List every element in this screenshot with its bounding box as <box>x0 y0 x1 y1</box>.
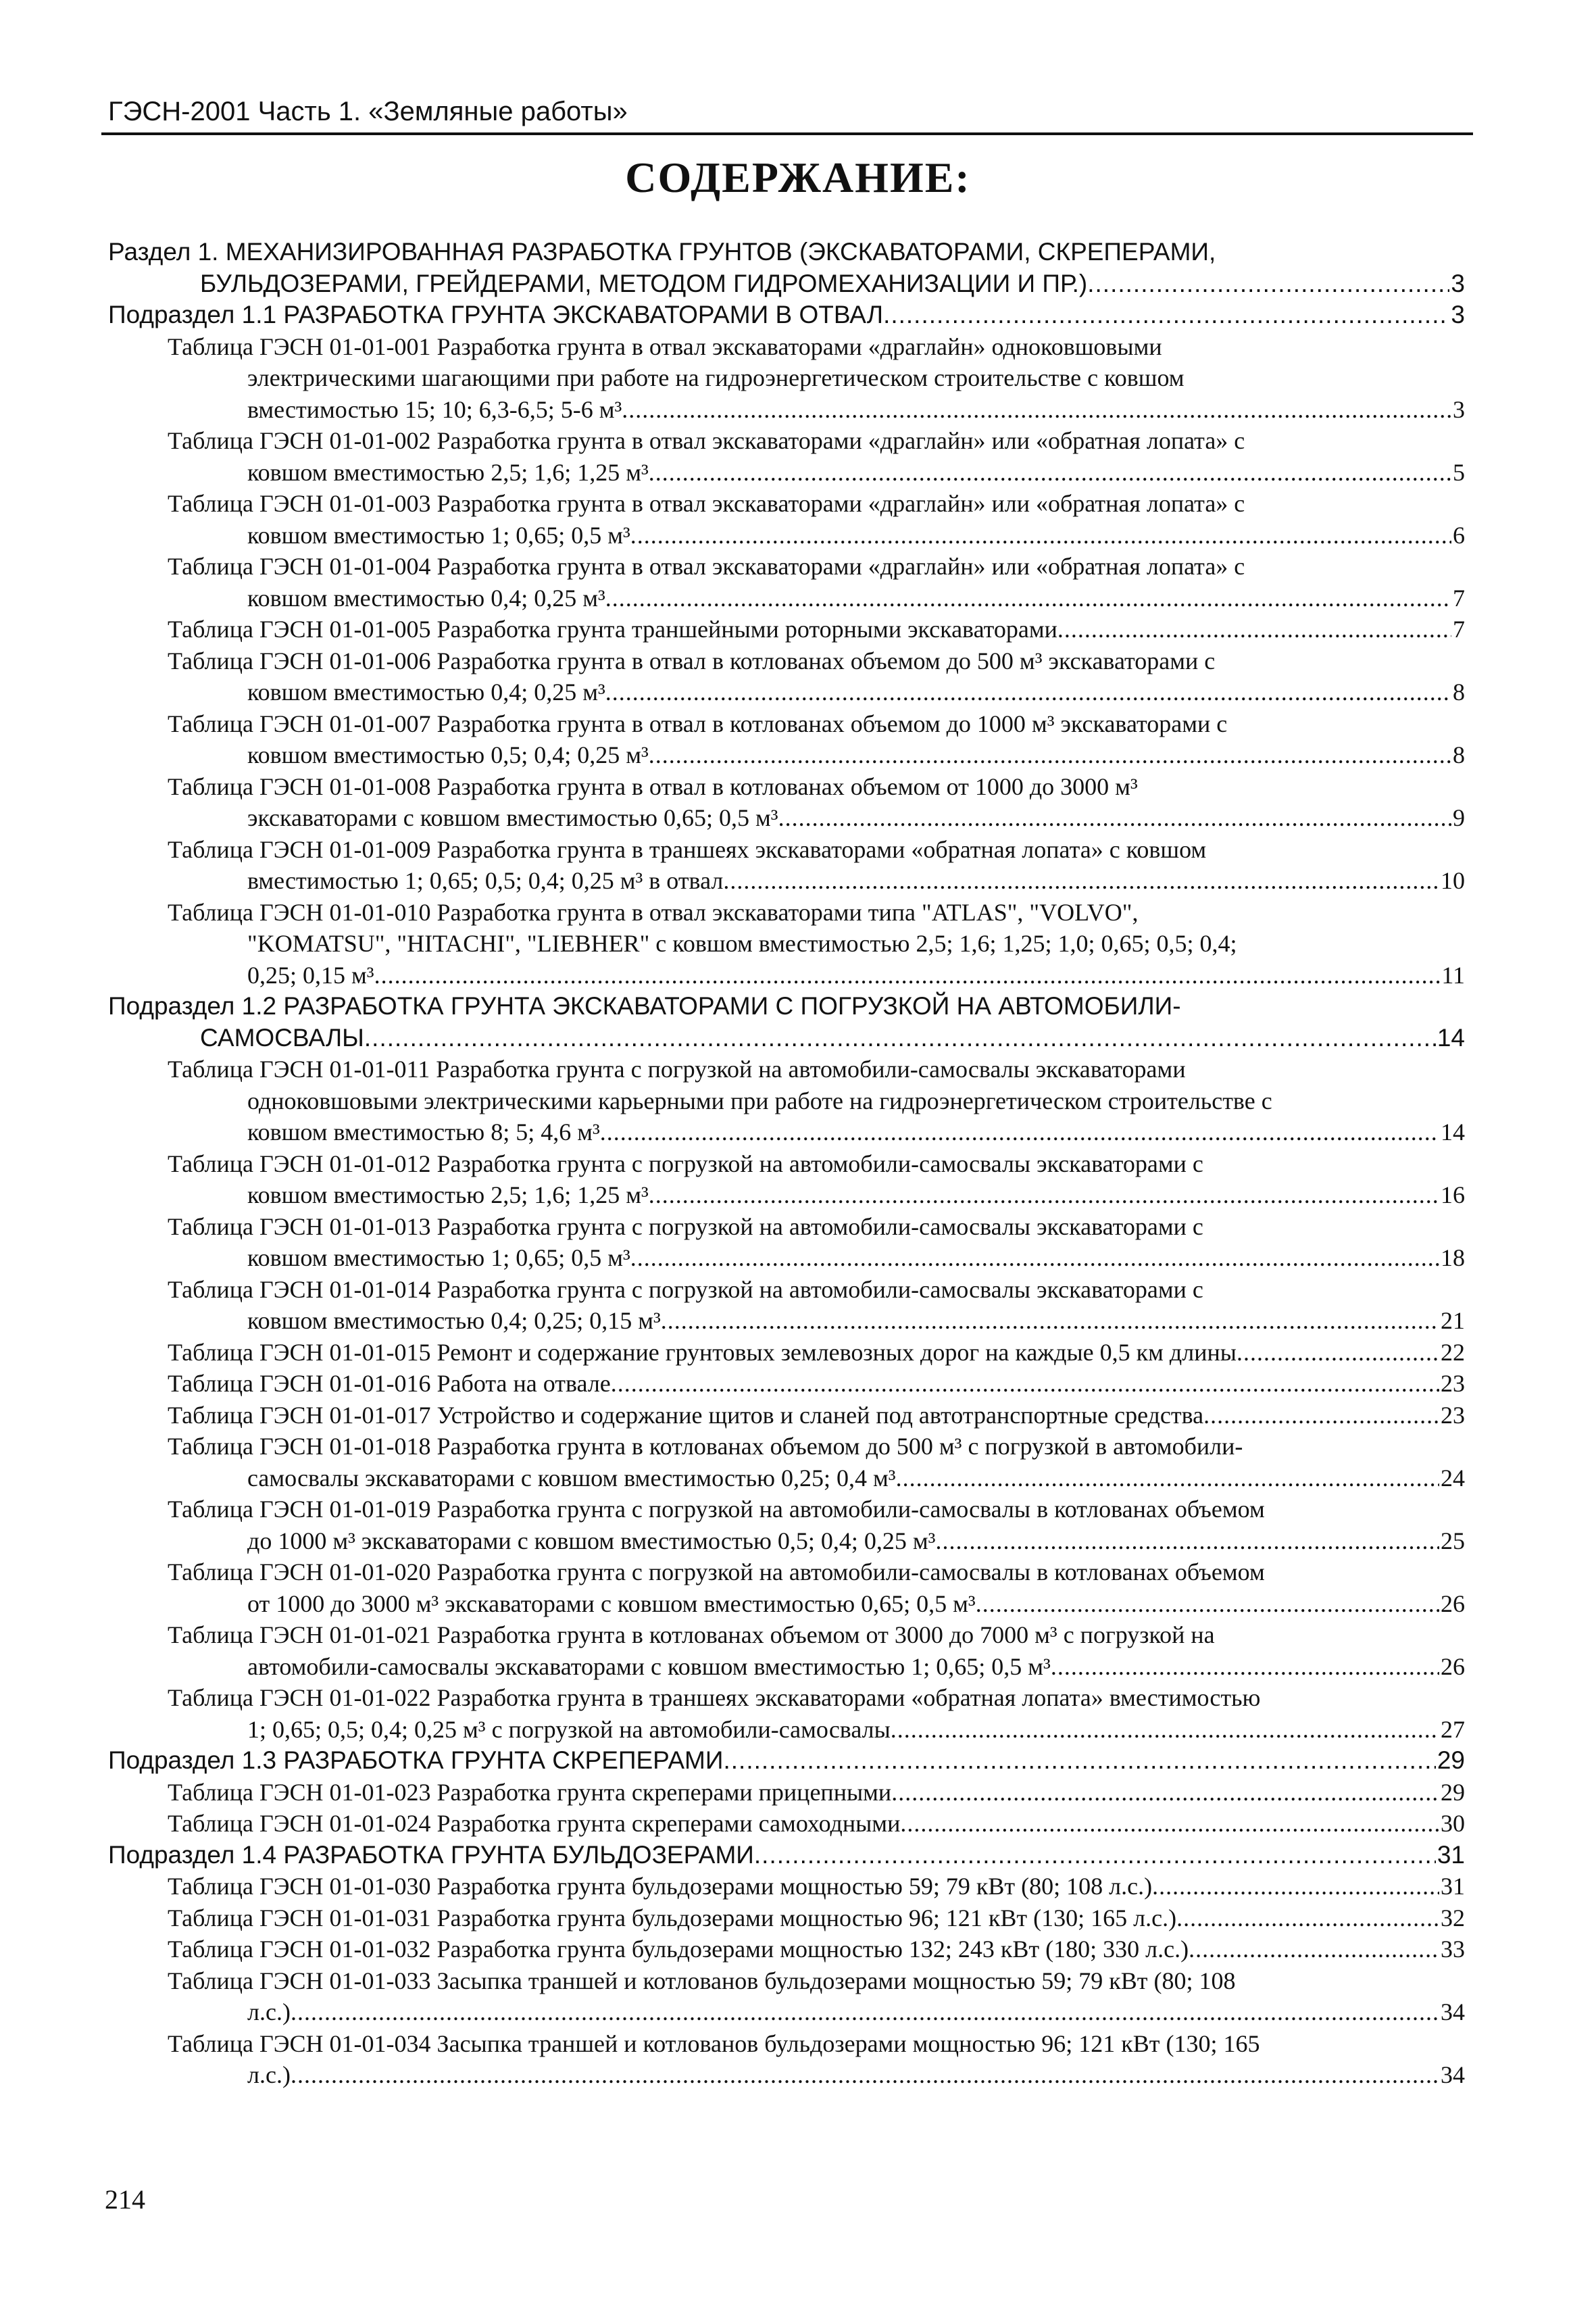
toc-entry-text: Подраздел 1.3 РАЗРАБОТКА ГРУНТА СКРЕПЕРАМИ <box>108 1746 724 1774</box>
dot-leader <box>778 802 1451 834</box>
toc-page-number: 25 <box>1441 1527 1465 1554</box>
toc-entry-text: Таблица ГЭСН 01-01-003 Разработка грунта в отвал экскаваторами «драглайн» или «обратная лопата» с <box>168 490 1245 517</box>
toc-entry-text: электрическими шагающими при работе на гидроэнергетическом строительстве с ковшом <box>247 364 1184 391</box>
toc-page-number: 24 <box>1441 1464 1465 1492</box>
dot-leader <box>935 1525 1439 1557</box>
running-header: ГЭСН-2001 Часть 1. «Земляные работы» <box>108 97 628 126</box>
dot-leader <box>605 676 1451 708</box>
toc-page-number: 8 <box>1453 741 1465 768</box>
toc-table-entry <box>0 1054 1465 1148</box>
toc-entry-text: Таблица ГЭСН 01-01-011 Разработка грунта с погрузкой на автомобили-самосвалы экскаваторами <box>168 1056 1186 1083</box>
toc-subsection <box>0 1840 1465 1871</box>
toc-entry-text: Таблица ГЭСН 01-01-008 Разработка грунта в отвал в котлованах объемом от 1000 до 3000 м³ <box>168 772 1138 800</box>
dot-leader <box>723 865 1439 897</box>
toc-page-number: 23 <box>1441 1370 1465 1397</box>
toc-page-number: 29 <box>1441 1778 1465 1806</box>
toc-entry-text: одноковшовыми электрическими карьерными при работе на гидроэнергетическом строительстве с <box>247 1087 1272 1114</box>
toc-entry-text: ковшом вместимостью 2,5; 1,6; 1,25 м³ <box>247 1181 649 1208</box>
toc-entry-text: Таблица ГЭСН 01-01-018 Разработка грунта в котлованах объемом до 500 м³ с погрузкой в автомобили- <box>168 1433 1243 1460</box>
toc-page-number: 31 <box>1437 1840 1465 1869</box>
toc-entry-text: Таблица ГЭСН 01-01-002 Разработка грунта в отвал экскаваторами «драглайн» или «обратная лопата» с <box>168 427 1245 454</box>
dot-leader <box>630 520 1451 551</box>
dot-leader <box>649 739 1451 771</box>
toc-section <box>0 237 1465 299</box>
toc-entry-text: вместимостью 1; 0,65; 0,5; 0,4; 0,25 м³ в отвал <box>247 867 724 894</box>
toc-table-entry <box>0 771 1465 834</box>
toc-page-number: 34 <box>1441 1998 1465 2025</box>
dot-leader <box>896 1462 1439 1494</box>
toc-table-entry <box>0 1337 1465 1369</box>
toc-table-entry <box>0 1211 1465 1274</box>
dot-leader <box>891 1714 1439 1746</box>
toc-entry-text: автомобили-самосвалы экскаваторами с ковшом вместимостью 1; 0,65; 0,5 м³ <box>247 1652 1051 1680</box>
toc-table-entry <box>0 1965 1465 2028</box>
toc-table-entry <box>0 331 1465 426</box>
toc-entry-text: ковшом вместимостью 1; 0,65; 0,5 м³ <box>247 1244 630 1271</box>
dot-leader <box>900 1808 1439 1840</box>
toc-entry-text: Таблица ГЭСН 01-01-033 Засыпка траншей и котлованов бульдозерами мощностью 59; 79 кВт (80; 108 <box>168 1967 1236 1994</box>
toc-entry-text: от 1000 до 3000 м³ экскаваторами с ковшом вместимостью 0,65; 0,5 м³ <box>247 1590 976 1617</box>
toc-entry-text: Таблица ГЭСН 01-01-030 Разработка грунта бульдозерами мощностью 59; 79 кВт (80; 108 л.с.) <box>168 1873 1153 1900</box>
dot-leader <box>649 457 1451 489</box>
toc-table-entry <box>0 645 1465 708</box>
toc-entry-text: Таблица ГЭСН 01-01-010 Разработка грунта в отвал экскаваторами типа "ATLAS", "VOLVO", <box>168 898 1139 926</box>
header-rule <box>101 132 1473 135</box>
dot-leader <box>600 1116 1439 1148</box>
toc-entry-text: Подраздел 1.2 РАЗРАБОТКА ГРУНТА ЭКСКАВАТОРАМИ С ПОГРУЗКОЙ НА АВТОМОБИЛИ- <box>108 992 1181 1020</box>
toc-entry-text: Таблица ГЭСН 01-01-007 Разработка грунта в отвал в котлованах объемом до 1000 м³ экскаваторами с <box>168 710 1228 737</box>
toc-page-number: 11 <box>1441 961 1465 989</box>
toc-entry-text: ковшом вместимостью 1; 0,65; 0,5 м³ <box>247 521 630 549</box>
toc-entry-text: САМОСВАЛЫ <box>200 1023 364 1052</box>
toc-page-number: 3 <box>1451 301 1465 328</box>
toc-table-entry <box>0 1777 1465 1808</box>
toc-subsection <box>0 299 1465 331</box>
toc-entry-text: 0,25; 0,15 м³ <box>247 961 374 989</box>
toc-table-entry <box>0 2028 1465 2091</box>
dot-leader <box>883 299 1449 331</box>
toc-entry-text: Таблица ГЭСН 01-01-020 Разработка грунта с погрузкой на автомобили-самосвалы в котлованах объемом <box>168 1558 1265 1585</box>
toc-entry-text: Таблица ГЭСН 01-01-031 Разработка грунта бульдозерами мощностью 96; 121 кВт (130; 165 л.с.) <box>168 1904 1177 1931</box>
toc-entry-text: Таблица ГЭСН 01-01-017 Устройство и содержание щитов и сланей под автотранспортные средства <box>168 1401 1204 1429</box>
toc-entry-text: Раздел 1. МЕХАНИЗИРОВАННАЯ РАЗРАБОТКА ГРУНТОВ (ЭКСКАВАТОРАМИ, СКРЕПЕРАМИ, <box>108 238 1216 266</box>
toc-table-entry <box>0 1619 1465 1682</box>
toc-page-number: 10 <box>1441 867 1465 894</box>
toc-page-number: 7 <box>1453 584 1465 612</box>
toc-page-number: 26 <box>1441 1590 1465 1617</box>
dot-leader <box>754 1840 1436 1871</box>
toc-page-number: 9 <box>1453 804 1465 831</box>
dot-leader <box>1176 1902 1439 1934</box>
dot-leader <box>605 583 1451 614</box>
toc-entry-text: ковшом вместимостью 0,4; 0,25 м³ <box>247 584 605 612</box>
toc-page-number: 3 <box>1453 395 1465 423</box>
toc-page-number: 6 <box>1453 521 1465 549</box>
dot-leader <box>1189 1934 1439 1965</box>
dot-leader <box>976 1588 1439 1620</box>
toc-table-entry <box>0 708 1465 771</box>
toc-entry-text: Таблица ГЭСН 01-01-001 Разработка грунта в отвал экскаваторами «драглайн» одноковшовыми <box>168 333 1162 360</box>
toc-entry-text: самосвалы экскаваторами с ковшом вместимостью 0,25; 0,4 м³ <box>247 1464 896 1492</box>
dot-leader <box>374 960 1441 991</box>
toc-entry-text: Таблица ГЭСН 01-01-006 Разработка грунта в отвал в котлованах объемом до 500 м³ экскаваторами с <box>168 647 1216 674</box>
toc-table-entry <box>0 897 1465 991</box>
toc-page-number: 33 <box>1441 1936 1465 1963</box>
toc-table-entry <box>0 1934 1465 1965</box>
toc-table-entry <box>0 1400 1465 1431</box>
toc-page-number: 16 <box>1441 1181 1465 1208</box>
toc-page-number: 7 <box>1453 616 1465 643</box>
toc-page-number: 5 <box>1453 458 1465 486</box>
toc-entry-text: Таблица ГЭСН 01-01-023 Разработка грунта скреперами прицепными <box>168 1778 892 1806</box>
toc-page-number: 14 <box>1437 1023 1465 1052</box>
toc-entry-text: экскаваторами с ковшом вместимостью 0,65; 0,5 м³ <box>247 804 778 831</box>
dot-leader <box>891 1777 1439 1808</box>
dot-leader <box>649 1179 1439 1211</box>
dot-leader <box>1087 268 1449 300</box>
toc-page-number: 34 <box>1441 2061 1465 2088</box>
toc-entry-text: Подраздел 1.1 РАЗРАБОТКА ГРУНТА ЭКСКАВАТОРАМИ В ОТВАЛ <box>108 301 884 328</box>
toc-page-number: 18 <box>1441 1244 1465 1271</box>
toc-page-number: 31 <box>1441 1873 1465 1900</box>
toc-page-number: 29 <box>1437 1746 1465 1774</box>
toc-entry-text: ковшом вместимостью 2,5; 1,6; 1,25 м³ <box>247 458 649 486</box>
dot-leader <box>1057 614 1451 645</box>
dot-leader <box>723 1745 1435 1777</box>
toc-entry-text: ковшом вместимостью 0,5; 0,4; 0,25 м³ <box>247 741 649 768</box>
dot-leader <box>1051 1651 1439 1683</box>
dot-leader <box>291 1996 1439 2028</box>
toc-table-entry <box>0 1148 1465 1211</box>
toc-entry-text: Таблица ГЭСН 01-01-013 Разработка грунта с погрузкой на автомобили-самосвалы экскаваторами с <box>168 1212 1203 1240</box>
toc-entry-text: Таблица ГЭСН 01-01-016 Работа на отвале <box>168 1370 611 1397</box>
toc-entry-text: 1; 0,65; 0,5; 0,4; 0,25 м³ с погрузкой на автомобили-самосвалы <box>247 1715 891 1743</box>
dot-leader <box>611 1368 1439 1400</box>
toc-entry-text: Таблица ГЭСН 01-01-022 Разработка грунта в траншеях экскаваторами «обратная лопата» вместимостью <box>168 1684 1261 1711</box>
toc-entry-text: ковшом вместимостью 0,4; 0,25; 0,15 м³ <box>247 1307 661 1334</box>
toc-table-entry <box>0 834 1465 897</box>
dot-leader <box>1203 1400 1439 1431</box>
toc-entry-text: до 1000 м³ экскаваторами с ковшом вместимостью 0,5; 0,4; 0,25 м³ <box>247 1527 936 1554</box>
toc-entry-text: Таблица ГЭСН 01-01-014 Разработка грунта с погрузкой на автомобили-самосвалы экскаваторами с <box>168 1275 1203 1303</box>
dot-leader <box>291 2059 1439 2091</box>
toc-page-number: 8 <box>1453 679 1465 706</box>
toc-table-entry <box>0 1808 1465 1840</box>
toc-page-number: 32 <box>1441 1904 1465 1931</box>
toc-entry-text: ковшом вместимостью 0,4; 0,25 м³ <box>247 679 605 706</box>
toc-subsection <box>0 991 1465 1054</box>
dot-leader <box>630 1242 1439 1274</box>
toc-entry-text: Таблица ГЭСН 01-01-005 Разработка грунта траншейными роторными экскаваторами <box>168 616 1057 643</box>
toc-page-number: 27 <box>1441 1715 1465 1743</box>
toc-table-entry <box>0 1368 1465 1400</box>
toc-table-entry <box>0 1556 1465 1619</box>
toc-table-entry <box>0 551 1465 614</box>
toc-entry-text: л.с.) <box>247 2061 291 2088</box>
toc-table-entry <box>0 1494 1465 1556</box>
toc-table-entry <box>0 1682 1465 1745</box>
toc-entry-text: Таблица ГЭСН 01-01-004 Разработка грунта в отвал экскаваторами «драглайн» или «обратная лопата» с <box>168 553 1245 580</box>
dot-leader <box>364 1023 1436 1054</box>
toc-entry-text: вместимостью 15; 10; 6,3-6,5; 5-6 м³ <box>247 395 622 423</box>
dot-leader <box>622 394 1451 426</box>
dot-leader <box>1152 1871 1439 1902</box>
toc-entry-text: Таблица ГЭСН 01-01-034 Засыпка траншей и котлованов бульдозерами мощностью 96; 121 кВт (130; 165 <box>168 2029 1260 2057</box>
toc-page-number: 21 <box>1441 1307 1465 1334</box>
toc-page-number: 23 <box>1441 1401 1465 1429</box>
toc-entry-text: БУЛЬДОЗЕРАМИ, ГРЕЙДЕРАМИ, МЕТОДОМ ГИДРОМЕХАНИЗАЦИИ И ПР.) <box>200 269 1088 297</box>
toc-page-number: 22 <box>1441 1338 1465 1366</box>
toc-table-entry <box>0 1902 1465 1934</box>
page-title: СОДЕРЖАНИЕ: <box>625 153 971 201</box>
toc-page-number: 3 <box>1451 269 1465 297</box>
toc-entry-text: Подраздел 1.4 РАЗРАБОТКА ГРУНТА БУЛЬДОЗЕРАМИ <box>108 1840 754 1869</box>
dot-leader <box>1237 1337 1439 1369</box>
toc-table-entry <box>0 1871 1465 1902</box>
toc-table-entry <box>0 488 1465 551</box>
dot-leader <box>661 1305 1439 1337</box>
toc-entry-text: л.с.) <box>247 1998 291 2025</box>
toc-page-number: 14 <box>1441 1118 1465 1146</box>
page-number: 214 <box>105 2184 145 2215</box>
toc-entry-text: Таблица ГЭСН 01-01-024 Разработка грунта скреперами самоходными <box>168 1810 901 1837</box>
toc-entry-text: Таблица ГЭСН 01-01-009 Разработка грунта в траншеях экскаваторами «обратная лопата» с ковшом <box>168 835 1207 863</box>
toc-entry-text: Таблица ГЭСН 01-01-019 Разработка грунта с погрузкой на автомобили-самосвалы в котлованах объемом <box>168 1496 1265 1523</box>
toc-entry-text: Таблица ГЭСН 01-01-015 Ремонт и содержание грунтовых землевозных дорог на каждые 0,5 км длины <box>168 1338 1237 1366</box>
toc-table-entry <box>0 1274 1465 1337</box>
toc-entry-text: ковшом вместимостью 8; 5; 4,6 м³ <box>247 1118 600 1146</box>
toc-table-entry <box>0 614 1465 645</box>
toc-subsection <box>0 1745 1465 1777</box>
toc-table-entry <box>0 1431 1465 1494</box>
toc-page-number: 26 <box>1441 1652 1465 1680</box>
toc-entry-text: Таблица ГЭСН 01-01-021 Разработка грунта в котлованах объемом от 3000 до 7000 м³ с погрузкой на <box>168 1621 1215 1648</box>
toc-entry-text: "KOMATSU", "HITACHI", "LIEBHER" с ковшом вместимостью 2,5; 1,6; 1,25; 1,0; 0,65; 0,5; 0,4; <box>247 930 1237 957</box>
toc-entry-text: Таблица ГЭСН 01-01-012 Разработка грунта с погрузкой на автомобили-самосвалы экскаваторами с <box>168 1150 1203 1177</box>
toc-table-entry <box>0 425 1465 488</box>
toc-entry-text: Таблица ГЭСН 01-01-032 Разработка грунта бульдозерами мощностью 132; 243 кВт (180; 330 л.с.) <box>168 1936 1189 1963</box>
toc-page-number: 30 <box>1441 1810 1465 1837</box>
